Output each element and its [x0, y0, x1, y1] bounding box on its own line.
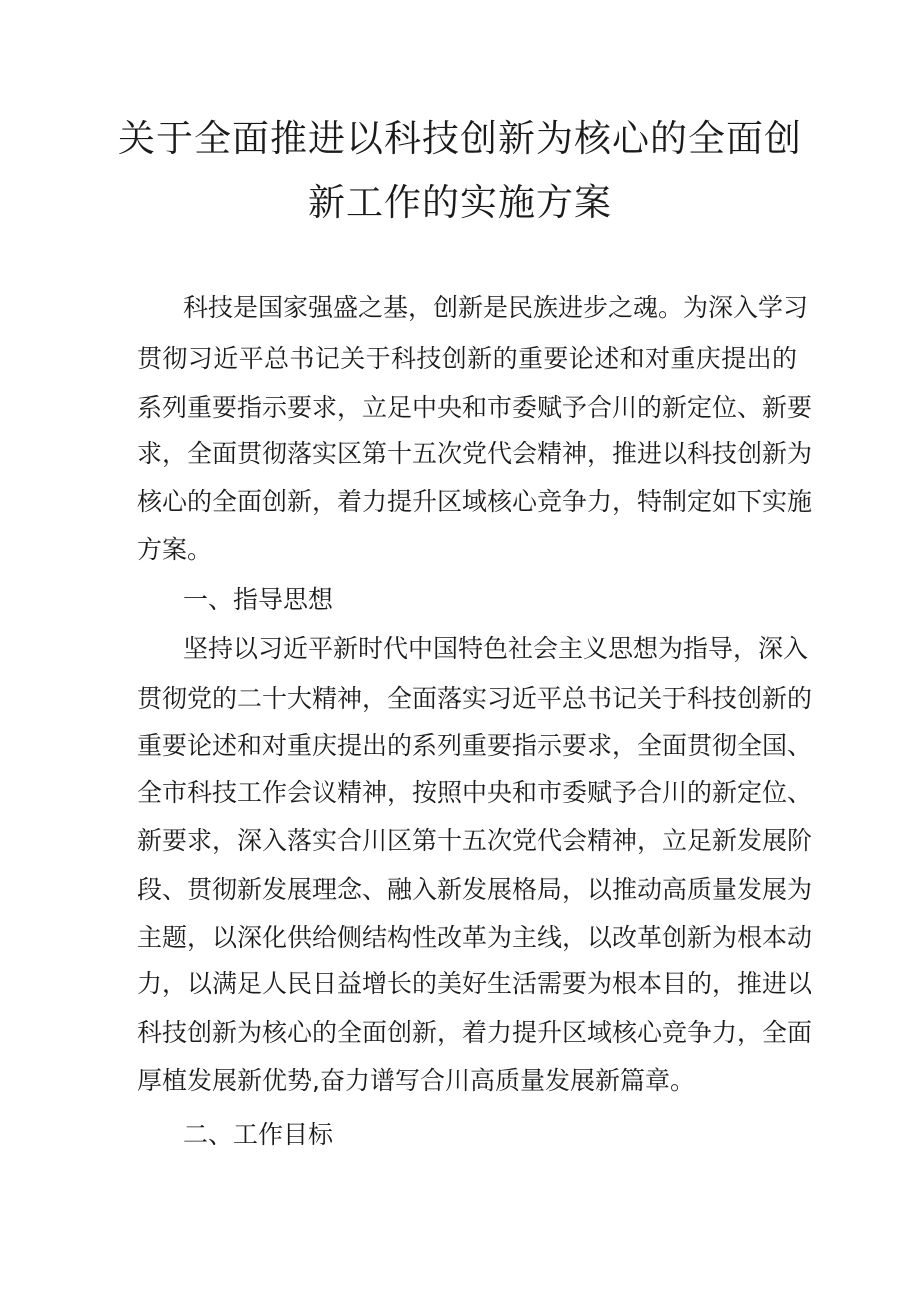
intro-line: 系列重要指示要求，立足中央和市委赋予合川的新定位、新要	[137, 393, 813, 422]
intro-line: 贯彻习近平总书记关于科技创新的重要论述和对重庆提出的	[137, 344, 797, 373]
section1-line: 科技创新为核心的全面创新，着力提升区域核心竞争力，全面	[137, 1018, 813, 1047]
section1-line: 全市科技工作会议精神，按照中央和市委赋予合川的新定位、	[137, 778, 813, 807]
section1-line: 段、贯彻新发展理念、融入新发展格局，以推动高质量发展为	[137, 875, 813, 904]
intro-line: 方案。	[137, 535, 213, 564]
section-heading-guiding-thought: 一、指导思想	[183, 585, 334, 614]
section1-line: 力，以满足人民日益增长的美好生活需要为根本目的，推进以	[137, 969, 813, 998]
intro-line: 求，全面贯彻落实区第十五次党代会精神，推进以科技创新为	[137, 439, 813, 468]
section1-line: 贯彻党的二十大精神，全面落实习近平总书记关于科技创新的	[137, 684, 813, 713]
section1-line: 重要论述和对重庆提出的系列重要指示要求，全面贯彻全国、	[137, 731, 813, 760]
section1-line: 主题，以深化供给侧结构性改革为主线，以改革创新为根本动	[137, 923, 813, 952]
intro-line: 科技是国家强盛之基，创新是民族进步之魂。为深入学习	[183, 293, 809, 322]
section-heading-work-goals: 二、工作目标	[183, 1120, 334, 1149]
document-title-line-2: 新工作的实施方案	[308, 181, 612, 224]
document-title-line-1: 关于全面推进以科技创新为核心的全面创	[118, 117, 802, 160]
intro-line: 核心的全面创新，着力提升区域核心竞争力，特制定如下实施	[137, 487, 813, 516]
section1-line: 厚植发展新优势,奋力谱写合川高质量发展新篇章。	[137, 1066, 695, 1095]
section1-line: 新要求，深入落实合川区第十五次党代会精神，立足新发展阶	[137, 826, 813, 855]
section1-line: 坚持以习近平新时代中国特色社会主义思想为指导，深入	[183, 634, 809, 663]
